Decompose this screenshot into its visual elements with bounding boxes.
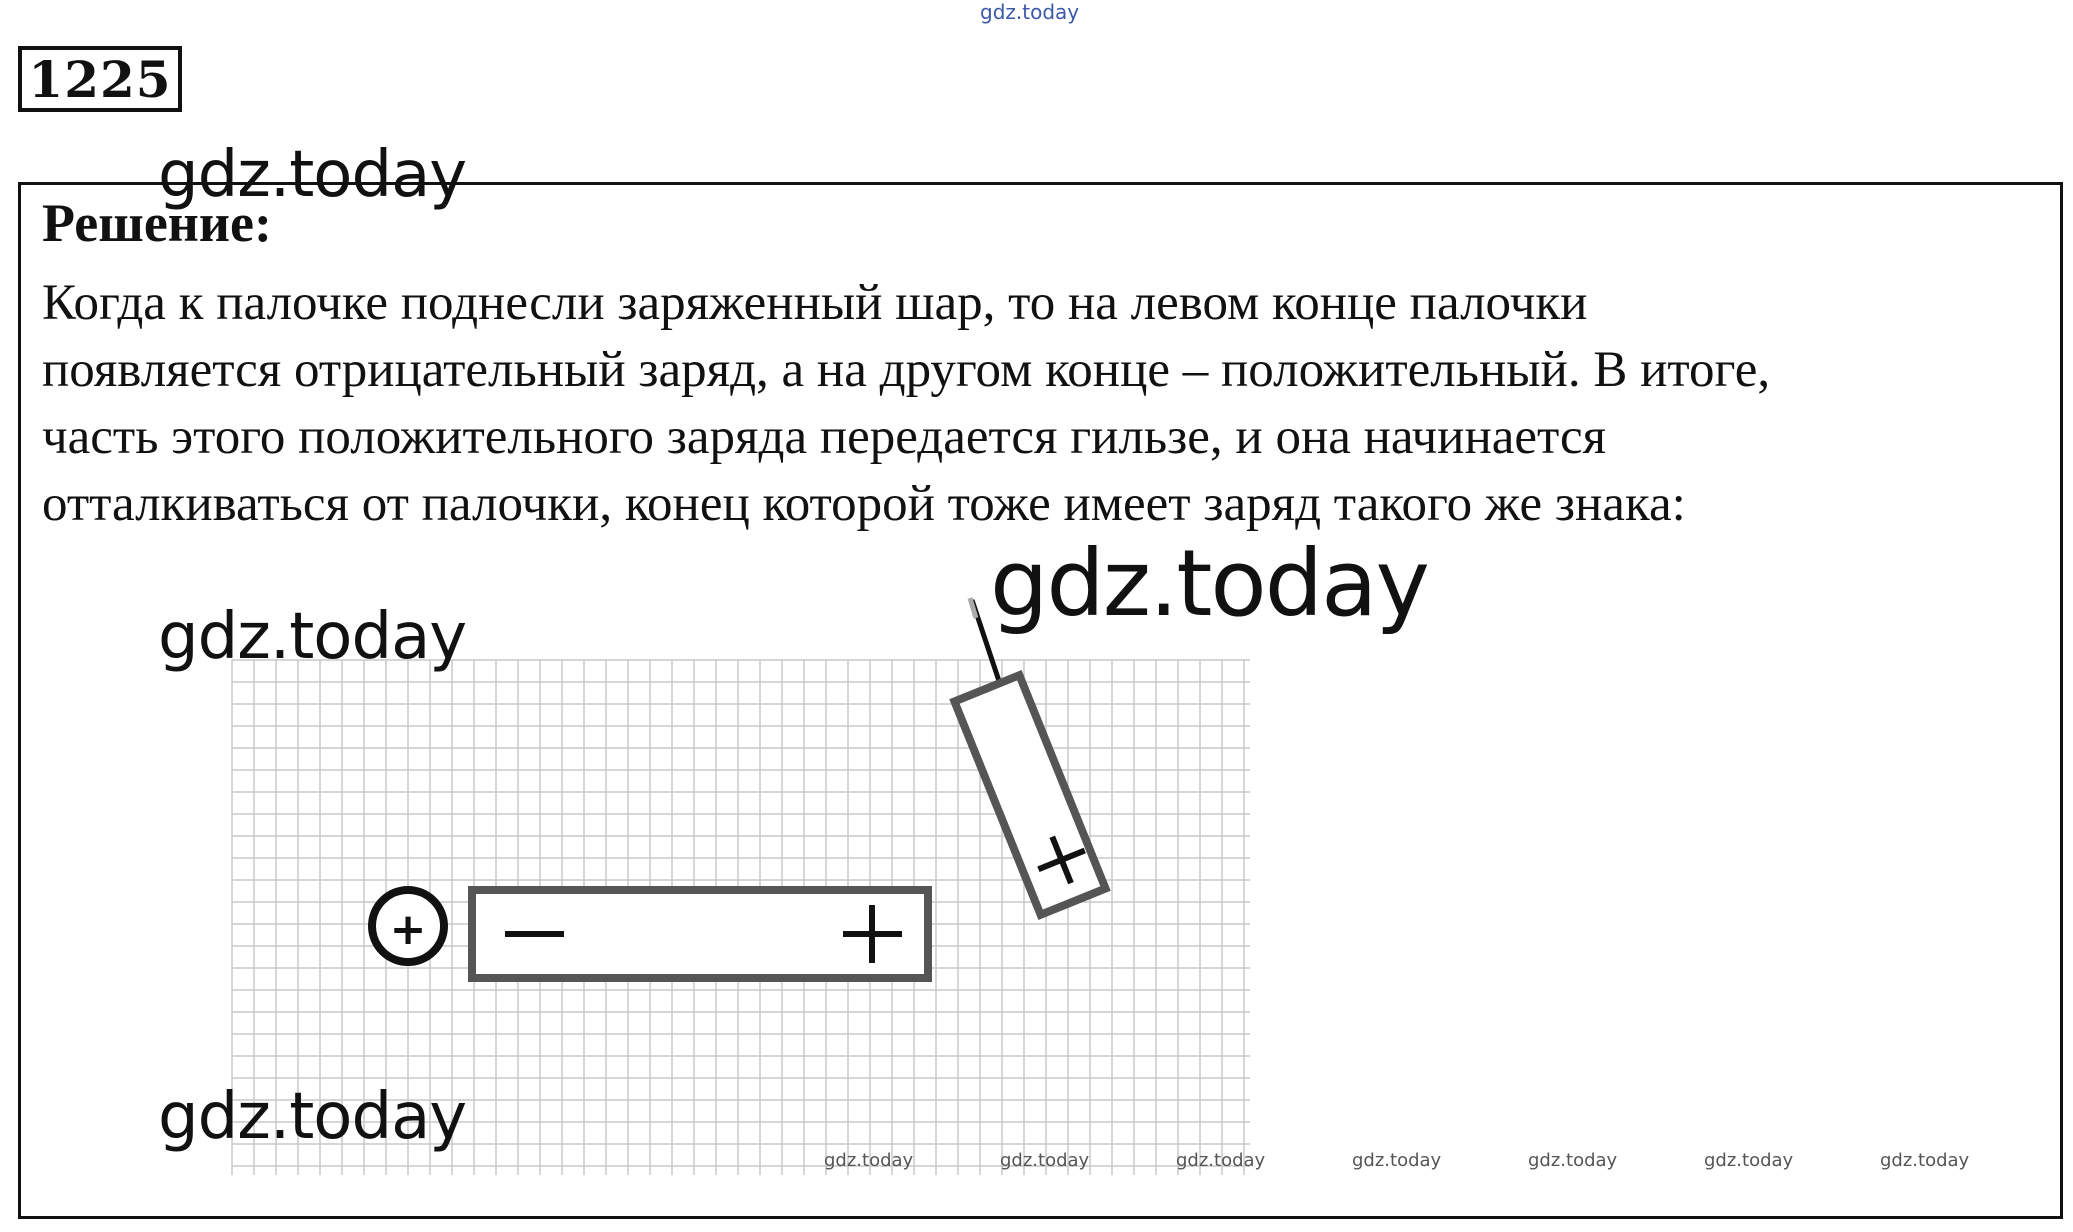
watermark-huge: gdz.today <box>990 530 1428 637</box>
top-watermark: gdz.today <box>980 0 1080 24</box>
watermark-small-5: gdz.today <box>1528 1150 1618 1171</box>
watermark-small-7: gdz.today <box>1880 1150 1970 1171</box>
watermark-small-6: gdz.today <box>1704 1150 1794 1171</box>
solution-line-2: появляется отрицательный заряд, а на другом конце – положительный. В итоге, <box>42 342 1771 398</box>
metal-sleeve <box>954 675 1105 914</box>
watermark-small-2: gdz.today <box>1000 1150 1090 1171</box>
watermark-large-3: gdz.today <box>158 1080 467 1154</box>
charged-ball <box>372 890 444 962</box>
watermark-small-4: gdz.today <box>1352 1150 1442 1171</box>
watermark-large-2: gdz.today <box>158 600 467 674</box>
watermark-large-1: gdz.today <box>158 138 467 212</box>
sleeve-body <box>954 675 1105 914</box>
solution-line-4: отталкиваться от палочки, конец которой тоже имеет заряд такого же знака: <box>42 476 1686 532</box>
solution-line-3: часть этого положительного заряда передается гильзе, и она начинается <box>42 409 1607 465</box>
ball-sign: + <box>389 904 427 955</box>
solution-heading: Решение: <box>42 193 272 253</box>
rod <box>472 890 928 978</box>
solution-line-1: Когда к палочке поднесли заряженный шар, то на левом конце палочки <box>42 275 1588 331</box>
watermark-small-3: gdz.today <box>1176 1150 1266 1171</box>
watermark-small-1: gdz.today <box>824 1150 914 1171</box>
problem-number: 1225 <box>18 46 182 112</box>
